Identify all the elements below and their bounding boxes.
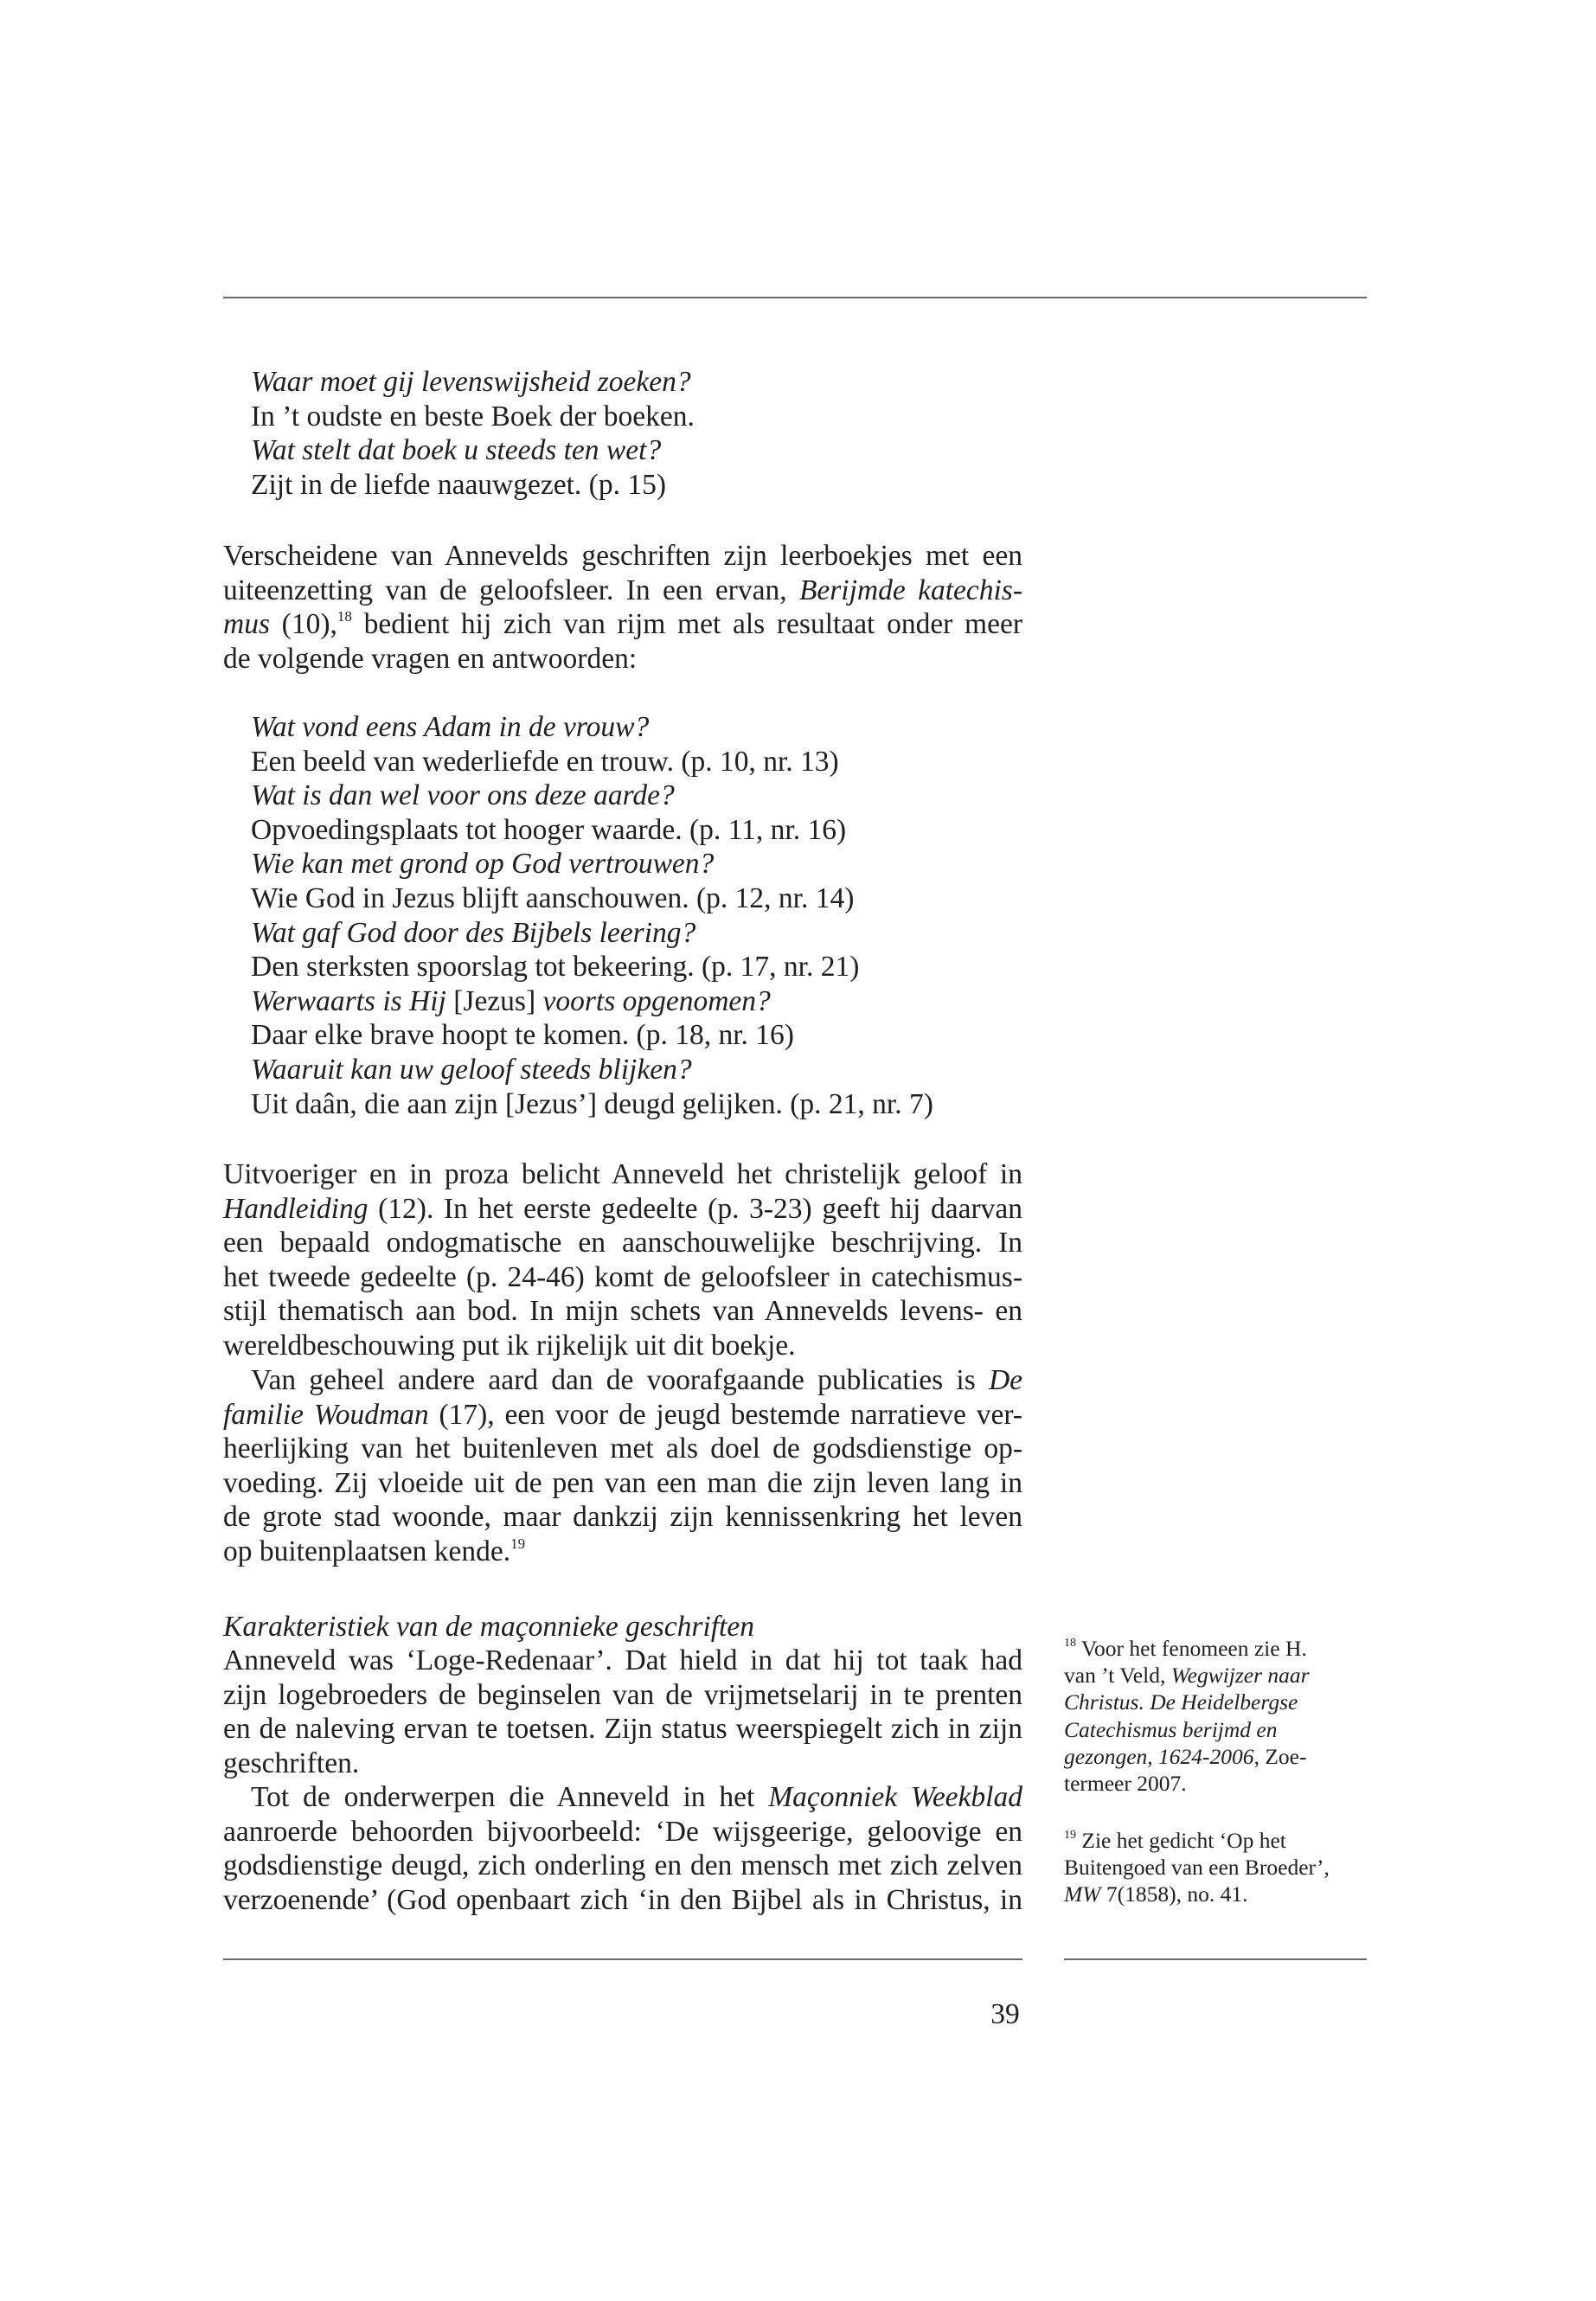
poem-question: Wat vond eens Adam in de vrouw? [251, 711, 650, 743]
paragraph-1 [223, 539, 1022, 676]
poem-line: Zijt in de liefde naauwgezet. (p. 15) [251, 468, 666, 501]
footnote-19 [1064, 1827, 1375, 1908]
note-line: Catechismus berijmd en [1064, 1716, 1278, 1742]
poem-question: Wat is dan wel voor ons deze aarde? [251, 779, 675, 812]
note-line: $^{19}$ Zie het gedicht ‘Op het [1064, 1828, 1286, 1853]
text-line: heerlijking van het buitenleven met als doel de godsdienstige op- [223, 1433, 1022, 1465]
text-line: Tot de onderwerpen die Anneveld in het Maçonniek Weekblad [251, 1781, 1022, 1813]
paragraph-5 [223, 1780, 1022, 1917]
poem-answer: Een beeld van wederliefde en trouw. (p. 10, nr. 13) [251, 745, 839, 778]
poem-answer: Uit daân, die aan zijn [Jezus’] deugd gelijken. (p. 21, nr. 7) [251, 1087, 933, 1120]
footnote-18 [1064, 1635, 1375, 1797]
text-line: aanroerde behoorden bijvoorbeeld: ‘De wijsgeerige, geloovige en [223, 1815, 1022, 1848]
text-line: het tweede gedeelte (p. 24-46) komt de geloofsleer in catechismus- [223, 1260, 1022, 1293]
poem-answer: Den sterksten spoorslag tot bekeering. (p. 17, nr. 21) [251, 951, 860, 984]
text-line: uiteenzetting van de geloofsleer. In een ervan, Berijmde katechis- [223, 574, 1022, 606]
poem-answer: Opvoedingsplaats tot hooger waarde. (p. 11, nr. 16) [251, 813, 847, 846]
footnote-ref-19: 19 [510, 1535, 526, 1552]
section-heading: Karakteristiek van de maçonnieke geschriften [223, 1611, 754, 1643]
text-line: Verscheidene van Annevelds geschriften zijn leerboekjes met een [223, 540, 1022, 572]
paragraph-2 [223, 1157, 1022, 1363]
note-line: gezongen, 1624-2006, Zoe- [1064, 1743, 1307, 1769]
poem-line: In ’t oudste en beste Boek der boeken. [251, 400, 695, 433]
text-line: geschriften. [223, 1747, 360, 1779]
poem-quote-1 [251, 365, 695, 502]
note-line: termeer 2007. [1064, 1771, 1187, 1797]
footnote-number: 19 [1064, 1829, 1076, 1842]
text-line: de grote stad woonde, maar dankzij zijn kennissenkring het leven [223, 1501, 1022, 1534]
poem-answer: Daar elke brave hoopt te komen. (p. 18, nr. 16) [251, 1019, 794, 1052]
note-line: MW 7(1858), no. 41. [1064, 1881, 1248, 1907]
text-line: de volgende vragen en antwoorden: [223, 642, 638, 675]
text-line: Anneveld was ‘Loge-Redenaar’. Dat hield in dat hij tot taak had [223, 1644, 1022, 1676]
text-line: een bepaald ondogmatische en aanschouwelijke beschrijving. In [223, 1227, 1022, 1259]
footnote-number: 18 [1064, 1637, 1076, 1650]
text-line: familie Woudman (17), een voor de jeugd bestemde narratieve ver- [223, 1398, 1022, 1431]
text-line: godsdienstige deugd, zich onderling en den mensch met zich zelven [223, 1849, 1022, 1882]
text-line: Van geheel andere aard dan de voorafgaande publicaties is De [251, 1364, 1022, 1396]
text-line: zijn logebroeders de beginselen van de vrijmetselarij in te prenten [223, 1678, 1022, 1711]
text-line: wereldbeschouwing put ik rijkelijk uit dit boekje. [223, 1329, 796, 1362]
footer-rule-notes [1064, 1958, 1367, 1960]
footnote-ref-18: 18 [337, 608, 352, 625]
text-line: Uitvoeriger en in proza belicht Anneveld het christelijk geloof in [223, 1158, 1022, 1190]
note-line: $^{18}$ Voor het fenomeen zie H. [1064, 1636, 1307, 1661]
poem-question: Waaruit kan uw geloof steeds blijken? [251, 1053, 692, 1086]
poem-line: Wat stelt dat boek u steeds ten wet? [251, 434, 662, 467]
poem-question: Werwaarts is Hij [Jezus] voorts opgenomen? [251, 984, 771, 1017]
text-line: op buitenplaatsen kende.$^{19}$ [223, 1535, 526, 1567]
poem-quote-2 [251, 710, 933, 1121]
page-number: 39 [990, 1998, 1020, 2030]
footer-rule-main [223, 1958, 1022, 1960]
poem-line: Waar moet gij levenswijsheid zoeken? [251, 366, 691, 398]
paragraph-4 [223, 1644, 1022, 1780]
poem-question: Wat gaf God door des Bijbels leering? [251, 916, 696, 949]
note-line: van ’t Veld, Wegwijzer naar [1064, 1663, 1310, 1689]
header-rule [223, 297, 1367, 298]
poem-answer: Wie God in Jezus blijft aanschouwen. (p. 12, nr. 14) [251, 881, 855, 914]
text-line: stijl thematisch aan bod. In mijn schets van Annevelds levens- en [223, 1295, 1022, 1328]
text-line: voeding. Zij vloeide uit de pen van een man die zijn leven lang in [223, 1466, 1022, 1499]
poem-question: Wie kan met grond op God vertrouwen? [251, 848, 715, 881]
note-line: Buitengoed van een Broeder’, [1064, 1855, 1330, 1881]
text-line: verzoenende’ (God openbaart zich ‘in den Bijbel als in Christus, in [223, 1883, 1022, 1916]
text-line: mus (10),$^{18}$ bedient hij zich van rijm met als resultaat onder meer [223, 608, 1022, 641]
text-line: en de naleving ervan te toetsen. Zijn status weerspiegelt zich in zijn [223, 1713, 1022, 1746]
note-line: Christus. De Heidelbergse [1064, 1689, 1298, 1715]
paragraph-3 [223, 1363, 1022, 1569]
text-line: Handleiding (12). In het eerste gedeelte (p. 3-23) geeft hij daarvan [223, 1192, 1022, 1225]
